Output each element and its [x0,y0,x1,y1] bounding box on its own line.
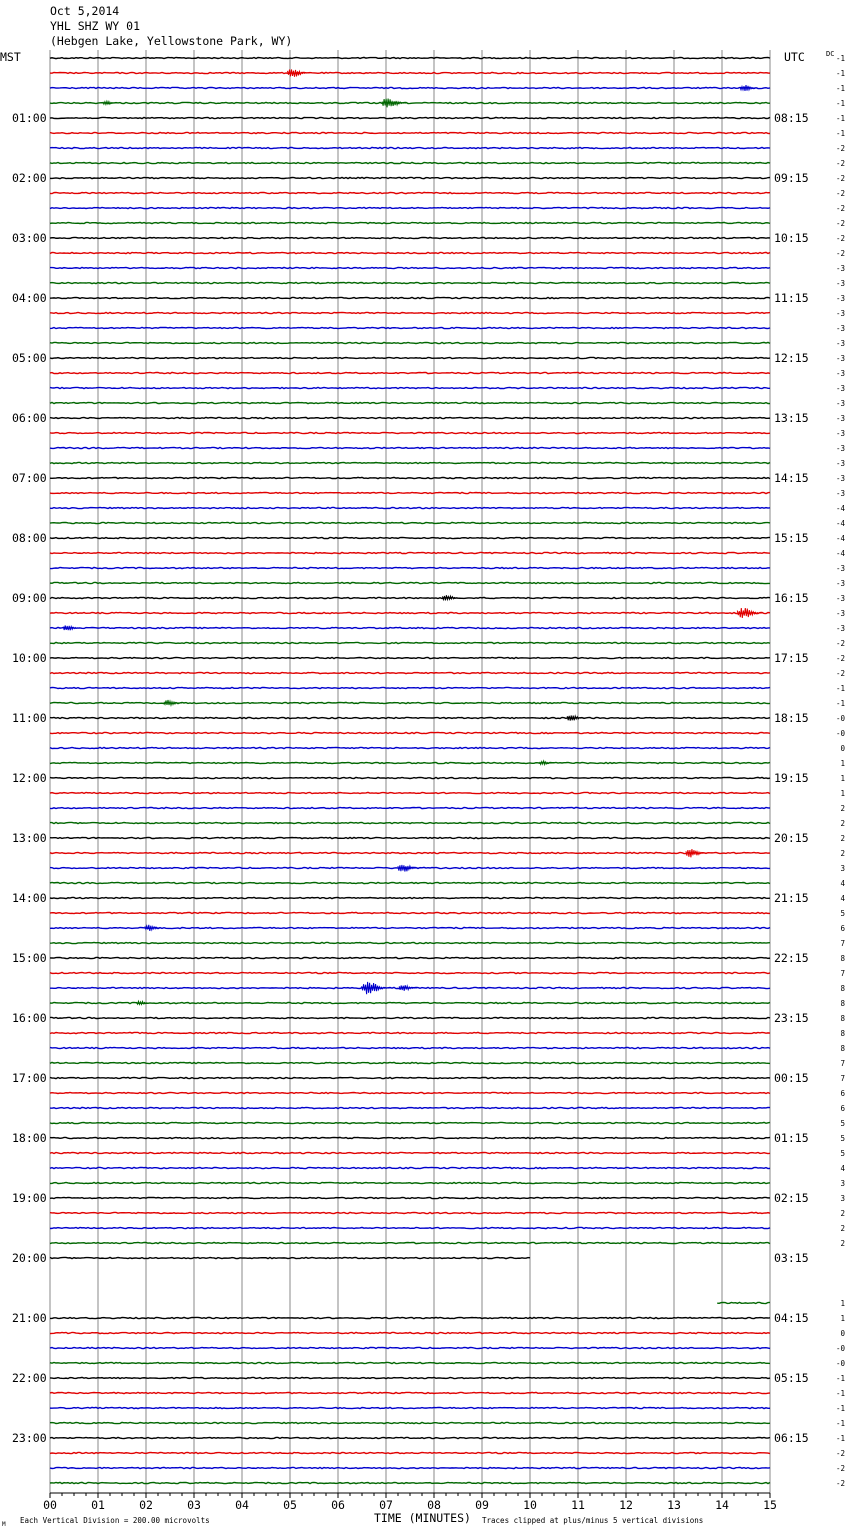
trace-line [50,1407,770,1408]
station-label: YHL SHZ WY 01 [50,19,141,33]
trace-line [50,1197,770,1198]
dc-offset-label: 8 [840,999,845,1008]
dc-offset-label: 1 [840,789,845,798]
dc-offset-label: -2 [835,1449,845,1458]
trace-line [50,882,770,883]
trace-line [50,87,770,88]
mst-hour-label: 08:00 [12,531,47,545]
dc-offset-label: -3 [835,294,845,303]
trace-line [50,612,770,613]
dc-offset-label: -0 [835,714,845,723]
trace-line [50,342,770,343]
dc-offset-label: 7 [840,1059,845,1068]
dc-offset-label: 0 [840,1329,845,1338]
x-axis [43,1493,777,1512]
x-tick-label: 09 [475,1498,489,1512]
trace-line [50,627,770,628]
dc-offset-label: 8 [840,1029,845,1038]
dc-offset-label: -2 [835,234,845,243]
mst-hour-label: 03:00 [12,231,47,245]
x-tick-label: 12 [619,1498,633,1512]
dc-offset-label: -2 [835,1479,845,1488]
trace-line [50,957,770,958]
trace-line [50,177,770,178]
x-tick-label: 08 [427,1498,441,1512]
utc-hour-label: 13:15 [774,411,809,425]
trace-line [50,372,770,373]
trace-line [50,897,770,898]
mst-hour-label: 16:00 [12,1011,47,1025]
dc-offset-label: -2 [835,204,845,213]
trace-line [50,762,770,763]
trace-line [50,222,770,223]
mst-hour-label: 21:00 [12,1311,47,1325]
trace-line [50,747,770,748]
utc-hour-label: 14:15 [774,471,809,485]
trace-line [50,1212,770,1213]
dc-header-label: DC [826,50,835,58]
trace-line [50,492,770,493]
dc-offset-label: -3 [835,594,845,603]
trace-line [50,387,770,388]
dc-offset-label: 4 [840,894,845,903]
trace-line [50,702,770,703]
dc-offset-label: -1 [835,1404,845,1413]
trace-line [50,72,770,73]
dc-offset-label: -1 [835,684,845,693]
dc-offset-label: 1 [840,774,845,783]
seismic-event [103,101,117,104]
trace-line [50,552,770,553]
date-label: Oct 5,2014 [50,4,120,18]
mst-hour-label: 10:00 [12,651,47,665]
trace-line [50,1362,770,1363]
trace-line [50,432,770,433]
dc-offset-label: -3 [835,444,845,453]
dc-offset-label: -3 [835,474,845,483]
dc-offset-label: -3 [835,354,845,363]
utc-hour-label: 19:15 [774,771,809,785]
dc-offset-label: -2 [835,639,845,648]
utc-hour-label: 11:15 [774,291,809,305]
dc-offset-label: -1 [835,1374,845,1383]
trace-line [50,642,770,643]
utc-hour-label: 10:15 [774,231,809,245]
seismic-event [686,849,708,857]
dc-offset-label: -1 [835,54,845,63]
trace-line [50,57,770,58]
dc-offset-label: 1 [840,1314,845,1323]
trace-line [50,1062,770,1063]
trace-line [50,597,770,598]
trace-line [50,507,770,508]
x-tick-label: 00 [43,1498,57,1512]
trace-line [50,447,770,448]
dc-offset-label: 5 [840,1119,845,1128]
trace-line [50,1047,770,1048]
trace-line [50,357,770,358]
utc-hour-label: 20:15 [774,831,809,845]
dc-offset-label: -3 [835,339,845,348]
dc-offset-label: 2 [840,1239,845,1248]
seismic-event [740,85,758,91]
dc-offset-label: 2 [840,804,845,813]
dc-offset-label: 8 [840,1014,845,1023]
dc-offset-label: 2 [840,849,845,858]
trace-line [50,1152,770,1153]
trace-line [50,252,770,253]
dc-offset-label: 8 [840,984,845,993]
dc-offset-label: -3 [835,324,845,333]
trace-line [50,657,770,658]
dc-offset-label: 1 [840,1299,845,1308]
seismic-event [362,982,392,994]
clip-note: Traces clipped at plus/minus 5 vertical divisions [482,1516,704,1525]
dc-offset-label: 5 [840,1149,845,1158]
trace-line [50,687,770,688]
trace-line [50,1437,770,1438]
trace-line [50,732,770,733]
trace-line [50,972,770,973]
trace-line [50,1182,770,1183]
dc-offset-label: 3 [840,1194,845,1203]
trace-line [50,837,770,838]
utc-hour-label: 08:15 [774,111,809,125]
trace-line [50,1002,770,1003]
dc-offset-label: 6 [840,924,845,933]
trace-line [50,582,770,583]
trace-line [50,327,770,328]
utc-hour-label: 00:15 [774,1071,809,1085]
dc-offset-label: 8 [840,954,845,963]
trace-line [50,267,770,268]
mst-hour-label: 23:00 [12,1431,47,1445]
x-tick-label: 05 [283,1498,297,1512]
x-tick-label: 13 [667,1498,681,1512]
dc-offset-label: -2 [835,654,845,663]
x-tick-label: 15 [763,1498,777,1512]
utc-hour-label: 16:15 [774,591,809,605]
trace-line [50,1482,770,1483]
dc-offset-label: 0 [840,744,845,753]
trace-line [50,822,770,823]
mst-hour-label: 07:00 [12,471,47,485]
dc-offset-label: -2 [835,174,845,183]
trace-line [50,1167,770,1168]
trace-line [50,192,770,193]
utc-hour-label: 06:15 [774,1431,809,1445]
trace-line [50,1422,770,1423]
x-tick-label: 10 [523,1498,537,1512]
dc-offset-label: -3 [835,399,845,408]
dc-offset-label: -4 [835,549,845,558]
dc-offset-label: -1 [835,1419,845,1428]
right-timezone-label: UTC [784,50,805,64]
trace-line [50,912,770,913]
trace-line [50,477,770,478]
dc-offset-label: 3 [840,864,845,873]
trace-line [50,462,770,463]
dc-offset-label: -3 [835,624,845,633]
trace-line [50,1107,770,1108]
seismic-event [145,925,163,931]
dc-offset-label: 2 [840,1209,845,1218]
trace-line [50,282,770,283]
dc-offset-label: -0 [835,1344,845,1353]
dc-offset-label: -0 [835,729,845,738]
trace-line [50,522,770,523]
utc-hour-label: 12:15 [774,351,809,365]
dc-offset-label: -1 [835,1389,845,1398]
dc-offset-label: 1 [840,759,845,768]
trace-line [50,717,770,718]
mst-hour-label: 05:00 [12,351,47,365]
dc-offset-label: 2 [840,1224,845,1233]
dc-offset-label: 6 [840,1104,845,1113]
x-tick-label: 04 [235,1498,249,1512]
dc-offset-label: -2 [835,669,845,678]
utc-hour-label: 01:15 [774,1131,809,1145]
dc-offset-label: -4 [835,504,845,513]
x-tick-label: 01 [91,1498,105,1512]
trace-line [50,852,770,853]
minute-gridlines [50,50,770,1493]
trace-line [50,162,770,163]
dc-offset-label: -4 [835,519,845,528]
trace-line [50,417,770,418]
mst-hour-label: 15:00 [12,951,47,965]
trace-line [50,147,770,148]
mst-hour-label: 22:00 [12,1371,47,1385]
seismic-event [442,595,460,600]
dc-offset-label: 5 [840,909,845,918]
trace-line [50,1032,770,1033]
dc-offset-label: -2 [835,144,845,153]
x-tick-label: 07 [379,1498,393,1512]
seismic-event [737,608,763,618]
dc-offset-label: -3 [835,429,845,438]
dc-offset-label: -2 [835,219,845,228]
trace-line [50,777,770,778]
utc-hour-label: 15:15 [774,531,809,545]
dc-offset-label: -2 [835,189,845,198]
dc-offset-label: 7 [840,1074,845,1083]
trace-line [50,117,770,118]
dc-offset-label: -3 [835,369,845,378]
dc-offset-label: -2 [835,1464,845,1473]
dc-offset-label: -3 [835,489,845,498]
trace-line [50,1332,770,1333]
utc-hour-label: 18:15 [774,711,809,725]
seismic-event [567,715,585,720]
mst-hour-label: 02:00 [12,171,47,185]
trace-line [50,1122,770,1123]
dc-offset-label: -3 [835,564,845,573]
dc-offset-label: -2 [835,249,845,258]
dc-offset-label: -3 [835,309,845,318]
dc-offset-label: -3 [835,579,845,588]
dc-offset-label: -0 [835,1359,845,1368]
trace-line [50,1392,770,1393]
dc-offset-label: -1 [835,699,845,708]
mst-hour-label: 11:00 [12,711,47,725]
dc-offset-label: -1 [835,1434,845,1443]
dc-offset-label: -1 [835,114,845,123]
utc-hour-label: 09:15 [774,171,809,185]
dc-offset-label: -3 [835,384,845,393]
x-tick-label: 06 [331,1498,345,1512]
trace-line [50,402,770,403]
trace-line [50,1467,770,1468]
trace-line [50,537,770,538]
location-label: (Hebgen Lake, Yellowstone Park, WY) [50,34,293,48]
seismic-event [399,985,417,991]
mst-hour-label: 17:00 [12,1071,47,1085]
trace-line [50,1317,770,1318]
trace-line [50,102,770,103]
trace-line [50,1377,770,1378]
mst-hour-label: 09:00 [12,591,47,605]
utc-hour-label: 03:15 [774,1251,809,1265]
trace-line [50,237,770,238]
mst-hour-label: 20:00 [12,1251,47,1265]
dc-offset-label: -1 [835,129,845,138]
dc-offset-label: -3 [835,279,845,288]
dc-offset-label: -3 [835,414,845,423]
dc-offset-label: -3 [835,459,845,468]
dc-offset-label: -4 [835,534,845,543]
dc-offset-label: 2 [840,834,845,843]
x-tick-label: 03 [187,1498,201,1512]
trace-line [717,1302,770,1303]
mst-hour-label: 13:00 [12,831,47,845]
mst-hour-label: 01:00 [12,111,47,125]
dc-offset-label: 2 [840,819,845,828]
dc-offset-label: -1 [835,69,845,78]
left-timezone-label: MST [0,50,21,64]
trace-line [50,1242,770,1243]
x-axis-title: TIME (MINUTES) [374,1511,471,1525]
dc-offset-label: -2 [835,159,845,168]
dc-offset-label: -1 [835,84,845,93]
trace-line [50,942,770,943]
mst-hour-label: 04:00 [12,291,47,305]
trace-line [50,1227,770,1228]
dc-offset-label: 3 [840,1179,845,1188]
dc-offset-labels [836,54,846,1488]
trace-line [50,1092,770,1093]
utc-hour-label: 17:15 [774,651,809,665]
trace-line [50,297,770,298]
utc-hour-label: 23:15 [774,1011,809,1025]
dc-offset-label: 7 [840,969,845,978]
trace-line [50,1452,770,1453]
mst-hour-label: 19:00 [12,1191,47,1205]
seismic-event [398,865,420,872]
dc-offset-label: -3 [835,609,845,618]
trace-lines [50,57,770,1483]
dc-offset-label: -1 [835,99,845,108]
trace-line [50,1017,770,1018]
dc-offset-label: 7 [840,939,845,948]
utc-hour-label: 05:15 [774,1371,809,1385]
trace-line [50,1257,530,1258]
corner-mark: M [2,1521,6,1528]
dc-offset-label: 5 [840,1134,845,1143]
x-tick-label: 11 [571,1498,585,1512]
utc-hour-label: 04:15 [774,1311,809,1325]
mst-hour-label: 14:00 [12,891,47,905]
trace-line [50,792,770,793]
utc-hour-label: 21:15 [774,891,809,905]
trace-line [50,132,770,133]
trace-line [50,1077,770,1078]
utc-hour-label: 02:15 [774,1191,809,1205]
dc-offset-label: -3 [835,264,845,273]
dc-offset-label: 8 [840,1044,845,1053]
trace-line [50,1137,770,1138]
dc-offset-label: 6 [840,1089,845,1098]
utc-hour-label: 22:15 [774,951,809,965]
trace-line [50,312,770,313]
trace-line [50,672,770,673]
dc-offset-label: 4 [840,879,845,888]
dc-offset-label: 4 [840,1164,845,1173]
trace-line [50,567,770,568]
scale-note: Each Vertical Division = 200.00 microvolts [20,1516,210,1525]
x-tick-label: 02 [139,1498,153,1512]
x-tick-label: 14 [715,1498,729,1512]
trace-line [50,207,770,208]
trace-line [50,1347,770,1348]
mst-hour-label: 06:00 [12,411,47,425]
trace-line [50,807,770,808]
mst-hour-label: 12:00 [12,771,47,785]
mst-hour-label: 18:00 [12,1131,47,1145]
